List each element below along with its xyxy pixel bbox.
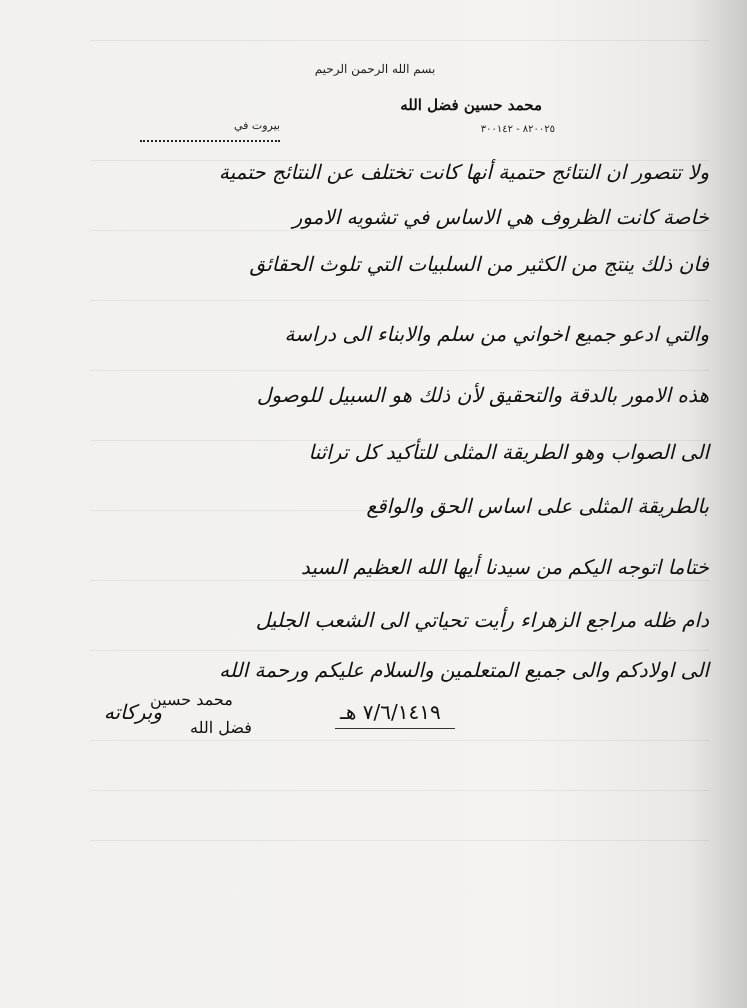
body-line: وبركاته (103, 700, 162, 724)
signature-date: ٧/٦/١٤١٩ هـ (340, 700, 441, 724)
date-underline (335, 728, 455, 729)
signature-name-line2: فضل الله (190, 718, 252, 737)
body-line: والتي ادعو جميع اخواني من سلم والابناء الى دراسة (284, 322, 709, 346)
signature-name-line1: محمد حسين (150, 690, 233, 709)
body-line: دام ظله مراجع الزهراء رأيت تحياتي الى الشعب الجليل (255, 608, 709, 632)
place-date-field (110, 119, 280, 145)
body-line: الى الصواب وهو الطريقة المثلى للتأكيد كل تراثنا (308, 440, 709, 464)
body-line: ولا تتصور ان النتائج حتمية أنها كانت تختلف عن النتائج حتمية (218, 160, 709, 184)
body-line: الى اولادكم والى جميع المتعلمين والسلام عليكم ورحمة الله (219, 658, 709, 682)
body-line: فان ذلك ينتج من الكثير من السلبيات التي تلوث الحقائق (249, 252, 709, 276)
basmala: بسم الله الرحمن الرحيم (314, 62, 436, 76)
place-label: بيروت في (233, 119, 280, 132)
body-line: هذه الامور بالدقة والتحقيق لأن ذلك هو السبيل للوصول (256, 383, 709, 407)
body-line: خاصة كانت الظروف هي الاساس في تشويه الامور (292, 205, 709, 229)
sender-name: محمد حسين فضل الله (400, 96, 542, 114)
body-line: ختاما اتوجه اليكم من سيدنا أيها الله العظيم السيد (300, 555, 709, 579)
date-dots (140, 140, 280, 142)
body-line: بالطريقة المثلى على اساس الحق والواقع (366, 494, 709, 518)
phone-numbers: ٨٢٠٠٢٥ - ٣٠٠١٤٢ (480, 124, 555, 135)
